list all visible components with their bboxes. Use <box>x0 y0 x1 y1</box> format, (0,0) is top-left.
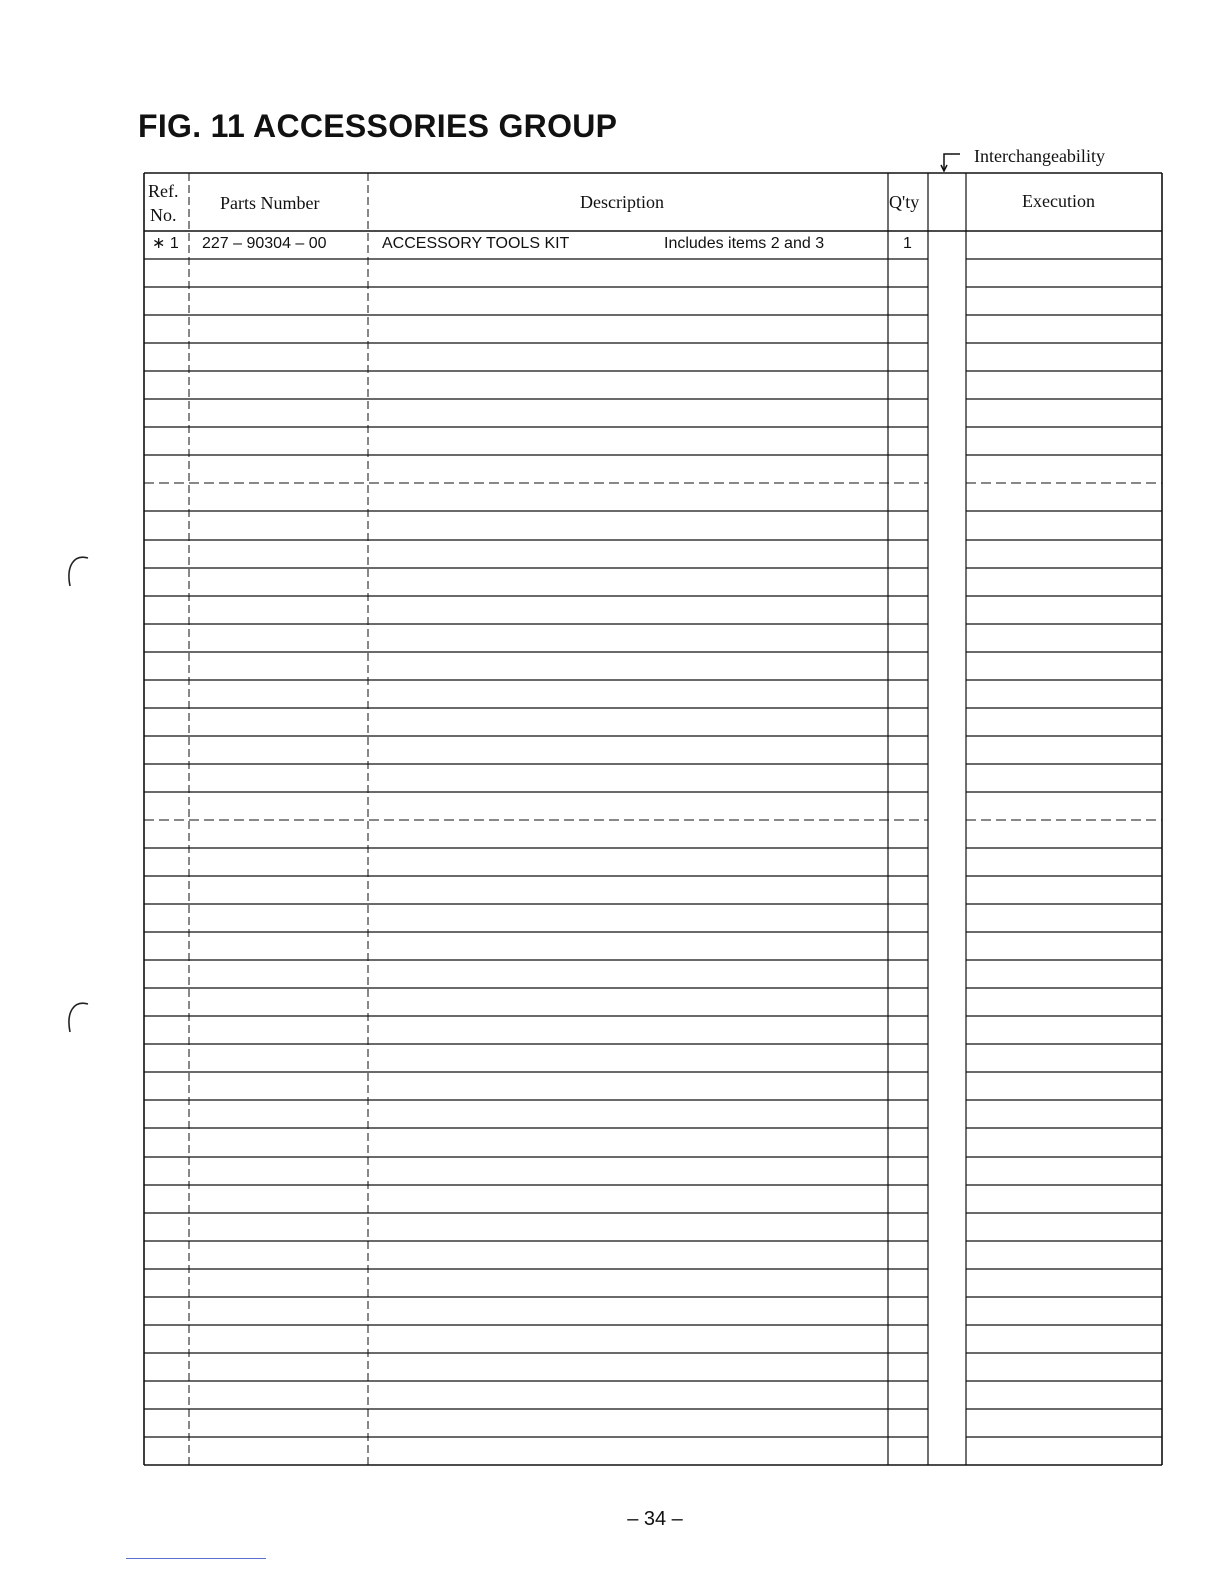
header-ref-line1: Ref. <box>148 181 179 201</box>
page-title: FIG. 11 ACCESSORIES GROUP <box>138 108 618 144</box>
row-description: ACCESSORY TOOLS KIT <box>382 235 570 252</box>
binder-punch-mark-bottom <box>62 998 92 1038</box>
binder-punch-mark-top <box>62 552 92 592</box>
interchangeability-arrow-icon <box>938 150 966 172</box>
page-edge-line <box>126 1558 266 1559</box>
row-parts-number: 227 – 90304 – 00 <box>202 235 327 252</box>
header-qty: Q'ty <box>889 192 920 212</box>
row-qty: 1 <box>903 235 912 252</box>
interchangeability-label: Interchangeability <box>974 146 1105 166</box>
header-ref-line2: No. <box>150 205 177 225</box>
header-execution: Execution <box>1022 191 1095 211</box>
header-description: Description <box>580 192 664 212</box>
row-ref: ∗ 1 <box>152 235 179 252</box>
page-number: – 34 – <box>627 1508 683 1530</box>
header-parts-number: Parts Number <box>220 193 320 213</box>
row-remark: Includes items 2 and 3 <box>664 235 825 252</box>
